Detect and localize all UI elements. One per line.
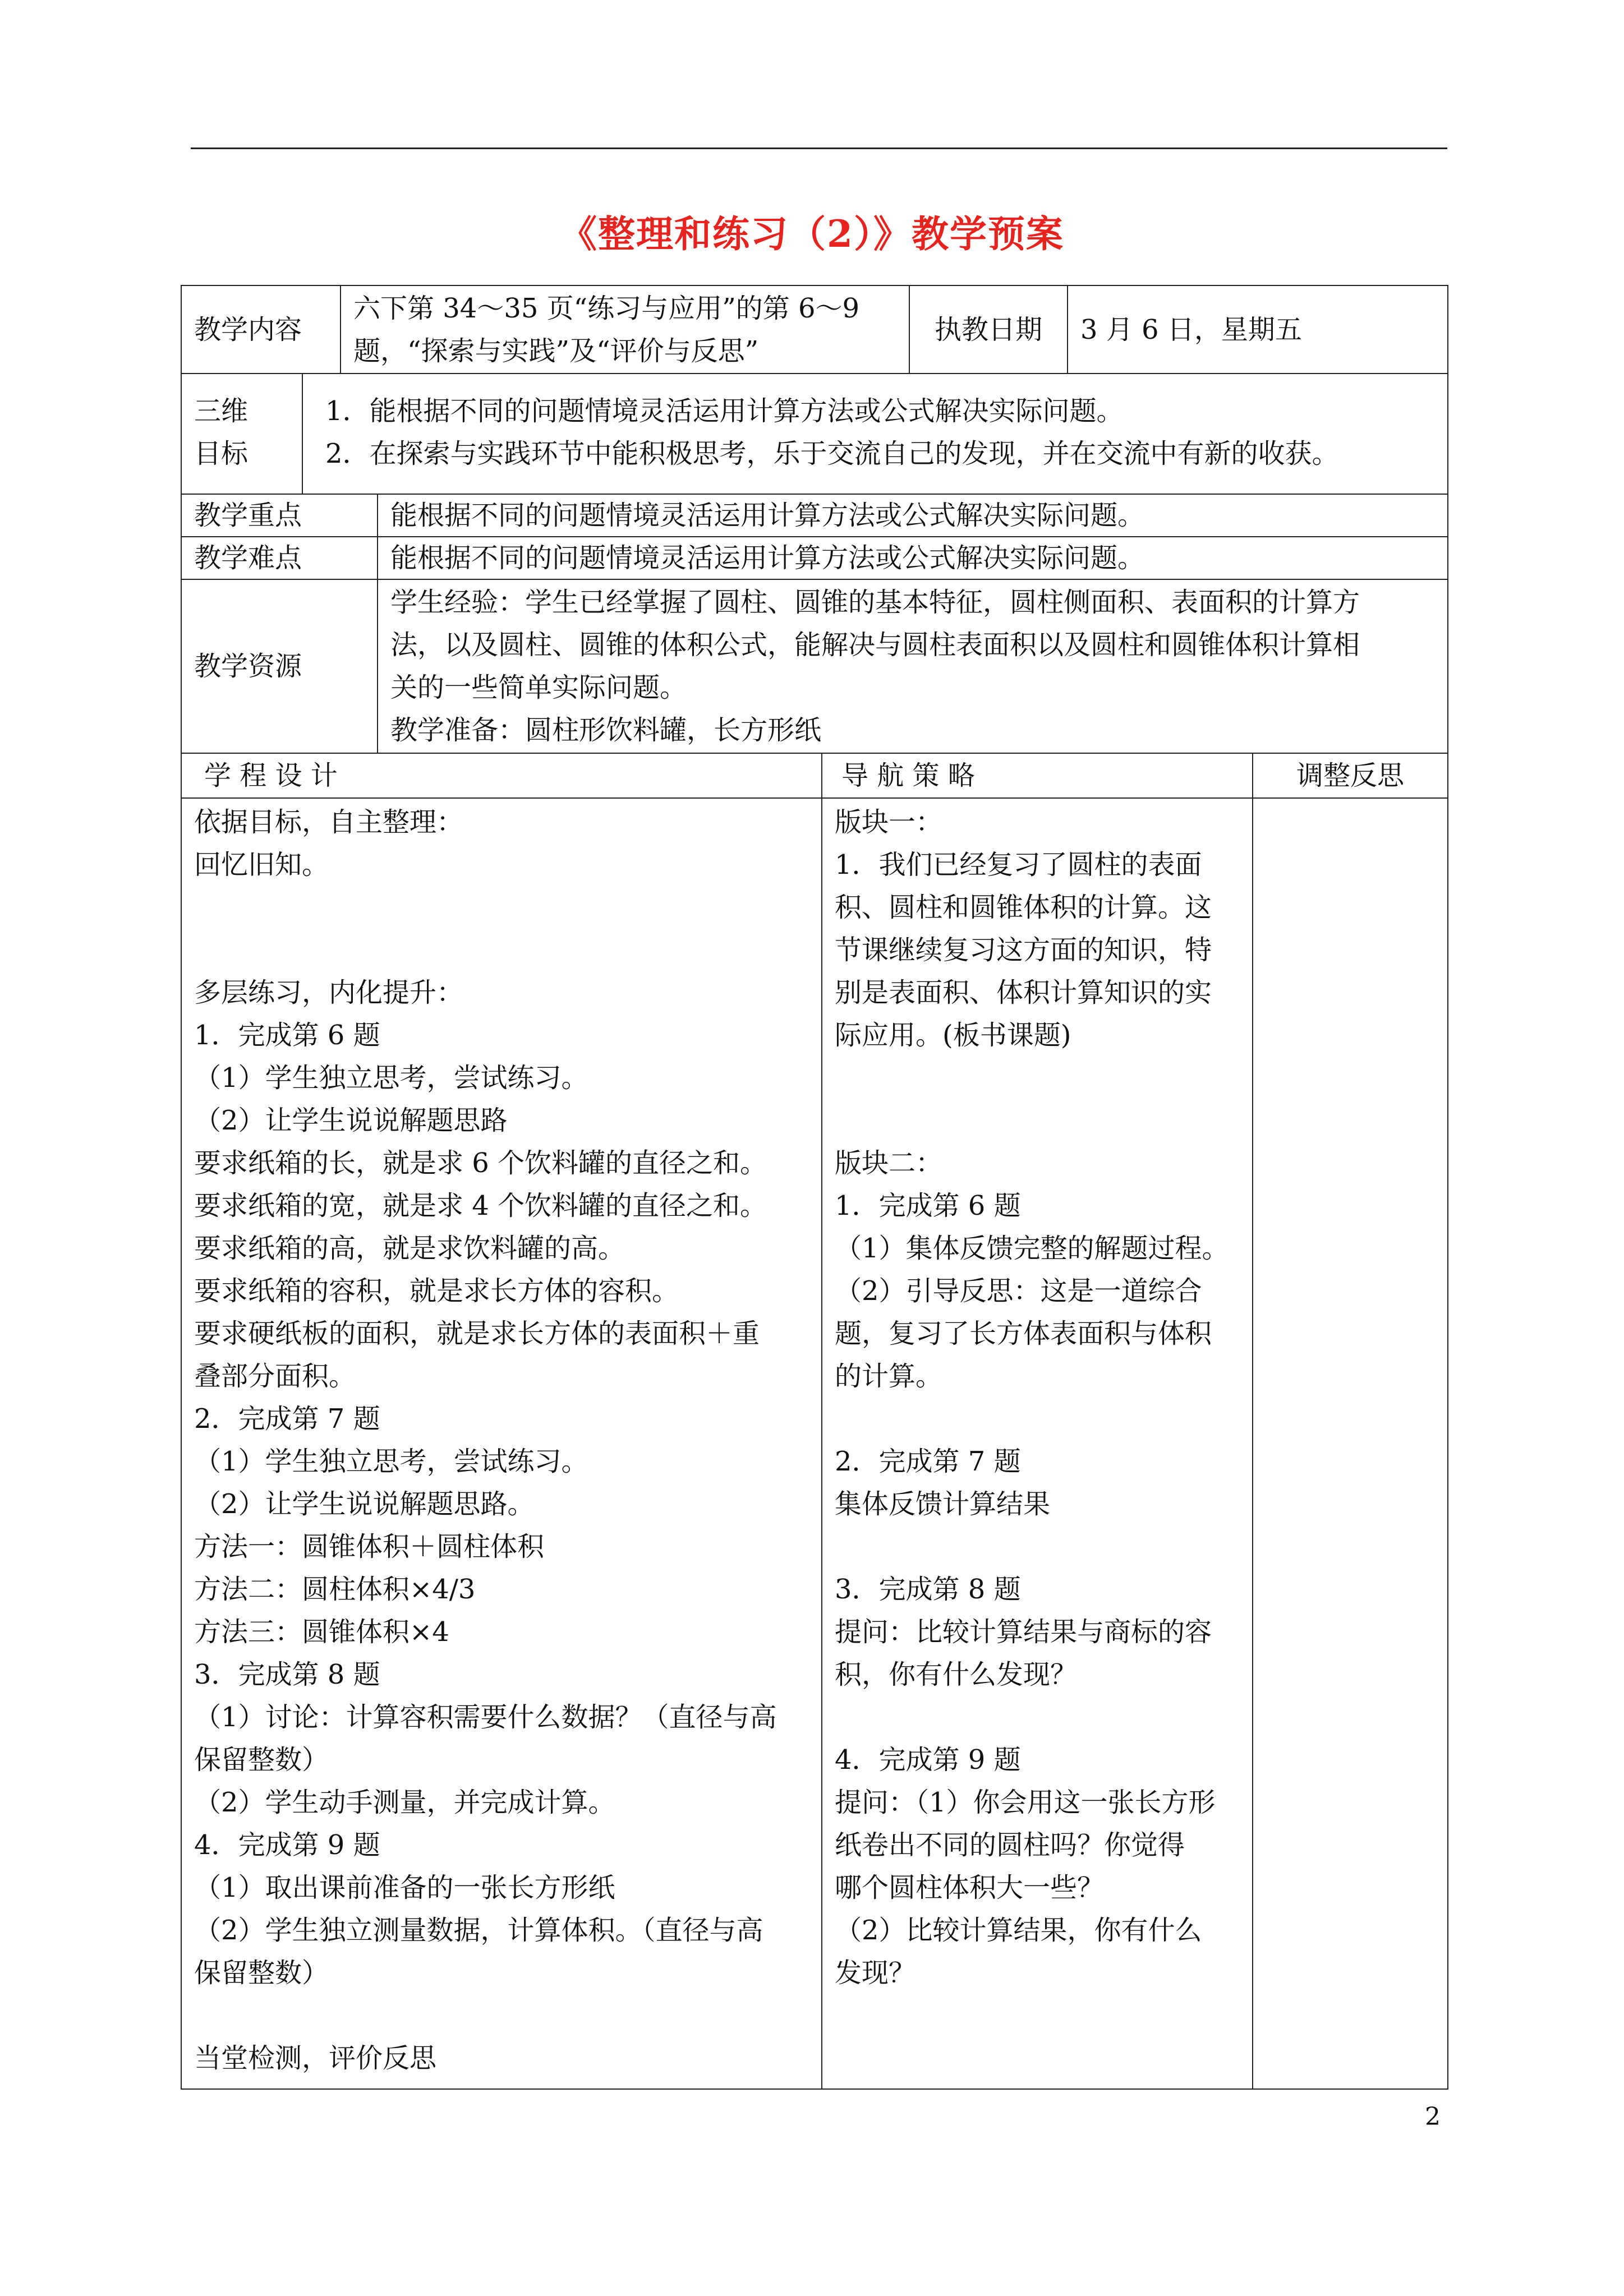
design-line: 当堂检测，评价反思	[194, 2043, 437, 2074]
difficulty-value-cell	[378, 537, 1447, 579]
difficulty-label: 教学难点	[194, 542, 302, 574]
row-resources	[182, 580, 1447, 754]
header-reflection-cell	[1253, 754, 1447, 797]
strategy-line	[835, 1057, 1240, 1099]
row-difficulty	[182, 537, 1447, 580]
design-line	[194, 929, 809, 971]
design-line: 依据目标，自主整理：	[194, 806, 464, 838]
design-line: 保留整数）	[194, 1744, 329, 1776]
design-line: 要求硬纸板的面积，就是求长方体的表面积＋重	[194, 1318, 760, 1349]
design-line: 1．完成第 6 题	[194, 1020, 380, 1051]
strategy-cell	[822, 799, 1253, 2088]
design-line: （2）让学生说说解题思路	[194, 1105, 508, 1136]
strategy-line	[835, 1525, 1240, 1568]
design-line	[194, 886, 809, 929]
date-label: 执教日期	[934, 313, 1042, 345]
strategy-line: 际应用。(板书课题)	[835, 1020, 1071, 1051]
strategy-line: 别是表面积、体积计算知识的实	[835, 977, 1212, 1008]
difficulty-label-cell	[182, 537, 378, 579]
strategy-line: 纸卷出不同的圆柱吗？你觉得	[835, 1829, 1185, 1861]
header-strategy: 导 航 策 略	[841, 760, 975, 791]
lesson-plan-table	[181, 285, 1448, 2090]
strategy-line: 的计算。	[835, 1361, 943, 1392]
design-line: 方法一：圆锥体积＋圆柱体积	[194, 1531, 545, 1562]
strategy-line: 1．完成第 6 题	[835, 1190, 1021, 1221]
design-line: 多层练习，内化提升：	[194, 977, 464, 1008]
date-label-cell	[910, 286, 1068, 373]
strategy-line: 3．完成第 8 题	[835, 1574, 1021, 1605]
row-column-headers	[182, 754, 1447, 799]
design-line: 方法三：圆锥体积×4	[194, 1616, 449, 1648]
row-goals	[182, 374, 1447, 495]
row-body	[182, 799, 1447, 2088]
resources-label: 教学资源	[194, 651, 302, 682]
strategy-line: 版块二：	[835, 1147, 943, 1179]
content-label-cell	[182, 286, 341, 373]
strategy-line: 节课继续复习这方面的知识，特	[835, 934, 1212, 966]
difficulty-value: 能根据不同的问题情境灵活运用计算方法或公式解决实际问题。	[390, 542, 1145, 574]
header-reflection: 调整反思	[1296, 760, 1404, 791]
goal-item: 2．在探索与实践环节中能积极思考，乐于交流自己的发现，并在交流中有新的收获。	[325, 438, 1339, 469]
strategy-line: （2）比较计算结果，你有什么	[835, 1915, 1202, 1946]
header-strategy-cell	[822, 754, 1253, 797]
key-label: 教学重点	[194, 500, 302, 531]
design-line	[194, 1994, 809, 2037]
row-content	[182, 286, 1447, 374]
strategy-line: 2．完成第 7 题	[835, 1446, 1021, 1477]
strategy-line: 发现？	[835, 1957, 916, 1989]
design-line: 方法二：圆柱体积×4/3	[194, 1574, 476, 1605]
strategy-line: 4．完成第 9 题	[835, 1744, 1021, 1776]
design-line: （1）学生独立思考，尝试练习。	[194, 1446, 588, 1477]
content-line: 题，“探索与实践”及“评价与反思”	[353, 335, 759, 367]
key-value-cell	[378, 495, 1447, 536]
strategy-line	[835, 1398, 1240, 1440]
strategy-line: 提问：比较计算结果与商标的容	[835, 1616, 1212, 1648]
design-line: 要求纸箱的宽，就是求 4 个饮料罐的直径之和。	[194, 1190, 767, 1221]
resources-line: 学生经验：学生已经掌握了圆柱、圆锥的基本特征，圆柱侧面积、表面积的计算方	[390, 587, 1360, 618]
resources-line: 法，以及圆柱、圆锥的体积公式，能解决与圆柱表面积以及圆柱和圆锥体积计算相	[390, 629, 1360, 661]
resources-line: 教学准备：圆柱形饮料罐，长方形纸	[390, 714, 822, 746]
key-value: 能根据不同的问题情境灵活运用计算方法或公式解决实际问题。	[390, 500, 1145, 531]
strategy-line	[835, 1696, 1240, 1739]
strategy-line: （1）集体反馈完整的解题过程。	[835, 1233, 1229, 1264]
design-line: 叠部分面积。	[194, 1361, 356, 1392]
design-line: （1）讨论：计算容积需要什么数据？（直径与高	[194, 1702, 777, 1733]
design-line: 3．完成第 8 题	[194, 1659, 380, 1690]
content-line: 六下第 34～35 页“练习与应用”的第 6～9	[353, 293, 860, 324]
design-line: 4．完成第 9 题	[194, 1829, 380, 1861]
resources-label-cell	[182, 580, 378, 753]
design-cell	[182, 799, 822, 2088]
content-label: 教学内容	[194, 313, 302, 345]
design-line: 2．完成第 7 题	[194, 1403, 380, 1435]
goals-label: 目标	[194, 438, 249, 469]
design-line: （1）取出课前准备的一张长方形纸	[194, 1872, 615, 1903]
design-line: 要求纸箱的高，就是求饮料罐的高。	[194, 1233, 625, 1264]
date-value: 3 月 6 日，星期五	[1080, 313, 1302, 345]
strategy-line: 积、圆柱和圆锥体积的计算。这	[835, 892, 1212, 923]
design-line: （2）学生动手测量，并完成计算。	[194, 1787, 615, 1818]
key-label-cell	[182, 495, 378, 536]
reflection-cell	[1253, 799, 1447, 2088]
design-line: 保留整数）	[194, 1957, 329, 1989]
design-line: （2）让学生说说解题思路。	[194, 1488, 535, 1520]
design-line: 要求纸箱的容积，就是求长方体的容积。	[194, 1275, 679, 1307]
strategy-line: 1．我们已经复习了圆柱的表面	[835, 849, 1202, 880]
goals-label-cell	[182, 374, 303, 494]
strategy-line	[835, 1099, 1240, 1142]
strategy-line: 积，你有什么发现？	[835, 1659, 1078, 1690]
resources-line: 关的一些简单实际问题。	[390, 672, 687, 703]
goals-value-cell	[303, 374, 1447, 494]
strategy-line: 提问：（1）你会用这一张长方形	[835, 1787, 1216, 1818]
date-value-cell	[1068, 286, 1447, 373]
strategy-line: （2）引导反思：这是一道综合	[835, 1275, 1202, 1307]
design-line: 回忆旧知。	[194, 849, 329, 880]
strategy-line: 集体反馈计算结果	[835, 1488, 1051, 1520]
page-number: 2	[1425, 2103, 1441, 2131]
content-value-cell	[341, 286, 910, 373]
design-line: （2）学生独立测量数据，计算体积。（直径与高	[194, 1915, 763, 1946]
strategy-line: 题，复习了长方体表面积与体积	[835, 1318, 1212, 1349]
strategy-line: 版块一：	[835, 806, 943, 838]
row-key-point	[182, 495, 1447, 537]
header-design-cell	[182, 754, 822, 797]
goal-item: 1．能根据不同的问题情境灵活运用计算方法或公式解决实际问题。	[325, 395, 1124, 427]
design-line: （1）学生独立思考，尝试练习。	[194, 1062, 588, 1094]
resources-value-cell	[378, 580, 1447, 753]
header-design: 学 程 设 计	[204, 760, 338, 791]
goals-label: 三维	[194, 395, 249, 427]
document-title: 《整理和练习（2）》教学预案	[560, 212, 1064, 256]
strategy-line: 哪个圆柱体积大一些？	[835, 1872, 1105, 1903]
design-line: 要求纸箱的长，就是求 6 个饮料罐的直径之和。	[194, 1147, 767, 1179]
header-rule	[191, 147, 1447, 149]
